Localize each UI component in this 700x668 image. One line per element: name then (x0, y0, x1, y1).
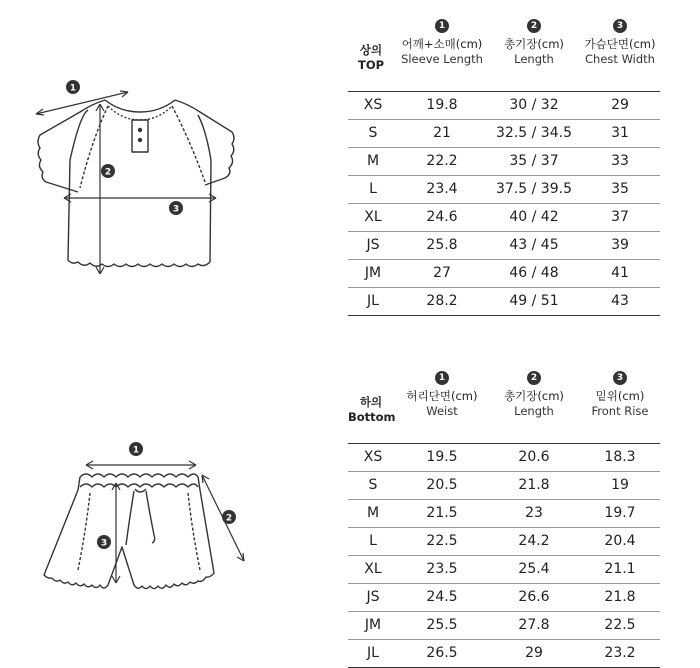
value-cell: 21 (433, 125, 451, 141)
value-cell: 35 / 37 (509, 153, 559, 169)
table-row (348, 204, 660, 232)
size-cell: XS (363, 449, 383, 465)
value-cell: 23.2 (604, 645, 636, 661)
value-cell: 40 / 42 (509, 209, 559, 225)
marker-icon: 2 (527, 19, 541, 33)
value-cell: 22.5 (604, 617, 636, 633)
value-cell: 46 / 48 (509, 265, 559, 281)
column-label-en: Length (514, 404, 554, 418)
value-cell: 22.2 (426, 153, 458, 169)
column-label-ko: 어깨+소매(cm) (401, 37, 483, 51)
value-cell: 18.3 (604, 449, 636, 465)
value-cell: 21.1 (604, 561, 636, 577)
table-row (348, 584, 660, 612)
size-cell: S (368, 477, 378, 493)
value-cell: 27.8 (518, 617, 550, 633)
column-label-ko: 총기장(cm) (504, 37, 564, 51)
column-label-en: Length (514, 52, 554, 66)
column-label-ko: 가슴단면(cm) (584, 37, 656, 51)
value-cell: 20.5 (426, 477, 458, 493)
column-header-chest (580, 19, 660, 67)
value-cell: 43 (611, 293, 629, 309)
value-cell: 49 / 51 (509, 293, 559, 309)
size-cell: M (366, 505, 380, 521)
value-cell: 19.8 (426, 97, 458, 113)
category-label-en: Bottom (348, 410, 396, 424)
column-label-en: Weist (426, 404, 458, 418)
column-label-ko: 밑위(cm) (595, 389, 645, 403)
value-cell: 19 (611, 477, 629, 493)
marker-icon: 3 (613, 371, 627, 385)
table-row (348, 232, 660, 260)
column-header-length (488, 19, 580, 67)
table-row (348, 260, 660, 288)
marker-icon: 3 (613, 19, 627, 33)
value-cell: 30 / 32 (509, 97, 559, 113)
value-cell: 19.7 (604, 505, 636, 521)
column-label-en: Front Rise (591, 404, 649, 418)
table-row (348, 500, 660, 528)
column-header-front-rise (580, 371, 660, 419)
value-cell: 23.4 (426, 181, 458, 197)
size-cell: XS (363, 97, 383, 113)
size-cell: JL (367, 293, 379, 309)
value-cell: 31 (611, 125, 629, 141)
value-cell: 24.5 (426, 589, 458, 605)
category-label (348, 395, 394, 425)
top-garment-illustration (20, 70, 250, 290)
bottom-garment-illustration (30, 435, 260, 610)
value-cell: 29 (525, 645, 543, 661)
value-cell: 20.4 (604, 533, 636, 549)
value-cell: 26.5 (426, 645, 458, 661)
value-cell: 25.8 (426, 237, 458, 253)
column-header-sleeve (400, 19, 484, 67)
size-cell: XL (364, 209, 382, 225)
column-label-ko: 허리단면(cm) (406, 389, 478, 403)
value-cell: 21.8 (604, 589, 636, 605)
value-cell: 20.6 (518, 449, 550, 465)
top-size-table (348, 19, 660, 316)
value-cell: 23.5 (426, 561, 458, 577)
value-cell: 41 (611, 265, 629, 281)
column-label-ko: 총기장(cm) (504, 389, 564, 403)
value-cell: 24.6 (426, 209, 458, 225)
table-row (348, 556, 660, 584)
marker-icon: 2 (527, 371, 541, 385)
value-cell: 22.5 (426, 533, 458, 549)
value-cell: 37 (611, 209, 629, 225)
size-cell: L (369, 181, 377, 197)
value-cell: 28.2 (426, 293, 458, 309)
marker-3 (169, 201, 183, 215)
size-cell: L (369, 533, 377, 549)
value-cell: 27 (433, 265, 451, 281)
table-row (348, 612, 660, 640)
value-cell: 21.8 (518, 477, 550, 493)
marker-2 (222, 510, 236, 524)
table-row (348, 148, 660, 176)
size-cell: JL (367, 645, 379, 661)
table-header (348, 19, 660, 91)
table-row (348, 472, 660, 500)
marker-1 (66, 80, 80, 94)
value-cell: 43 / 45 (509, 237, 559, 253)
table-row (348, 288, 660, 316)
column-label-en: Chest Width (585, 52, 655, 66)
value-cell: 26.6 (518, 589, 550, 605)
category-label-ko: 상의 (359, 43, 383, 57)
table-row (348, 176, 660, 204)
svg-text:1: 1 (132, 445, 140, 456)
table-row (348, 120, 660, 148)
value-cell: 25.4 (518, 561, 550, 577)
value-cell: 23 (525, 505, 543, 521)
marker-icon: 1 (435, 19, 449, 33)
value-cell: 33 (611, 153, 629, 169)
svg-text:2: 2 (104, 167, 112, 178)
column-header-waist (400, 371, 484, 419)
size-cell: JS (366, 237, 380, 253)
size-cell: JS (366, 589, 380, 605)
table-header (348, 371, 660, 443)
value-cell: 37.5 / 39.5 (496, 181, 572, 197)
marker-icon: 1 (435, 371, 449, 385)
size-cell: XL (364, 561, 382, 577)
table-row (348, 528, 660, 556)
svg-text:1: 1 (69, 83, 77, 94)
table-row (348, 444, 660, 472)
table-row (348, 92, 660, 120)
table-row (348, 640, 660, 668)
table-body (348, 91, 660, 316)
table-body (348, 443, 660, 668)
size-cell: JM (364, 617, 382, 633)
value-cell: 32.5 / 34.5 (496, 125, 572, 141)
value-cell: 39 (611, 237, 629, 253)
value-cell: 29 (611, 97, 629, 113)
value-cell: 35 (611, 181, 629, 197)
value-cell: 24.2 (518, 533, 550, 549)
category-label-ko: 하의 (359, 395, 383, 409)
value-cell: 21.5 (426, 505, 458, 521)
marker-2 (101, 164, 115, 178)
column-label-en: Sleeve Length (401, 52, 483, 66)
svg-text:3: 3 (100, 538, 108, 549)
category-label-en: TOP (357, 58, 385, 72)
svg-text:3: 3 (172, 204, 180, 215)
bottom-size-table (348, 371, 660, 668)
size-cell: JM (364, 265, 382, 281)
marker-1 (129, 442, 143, 456)
column-header-length (488, 371, 580, 419)
svg-text:2: 2 (225, 513, 233, 524)
category-label (348, 43, 394, 73)
marker-3 (97, 535, 111, 549)
value-cell: 19.5 (426, 449, 458, 465)
value-cell: 25.5 (426, 617, 458, 633)
size-cell: S (368, 125, 378, 141)
size-cell: M (366, 153, 380, 169)
